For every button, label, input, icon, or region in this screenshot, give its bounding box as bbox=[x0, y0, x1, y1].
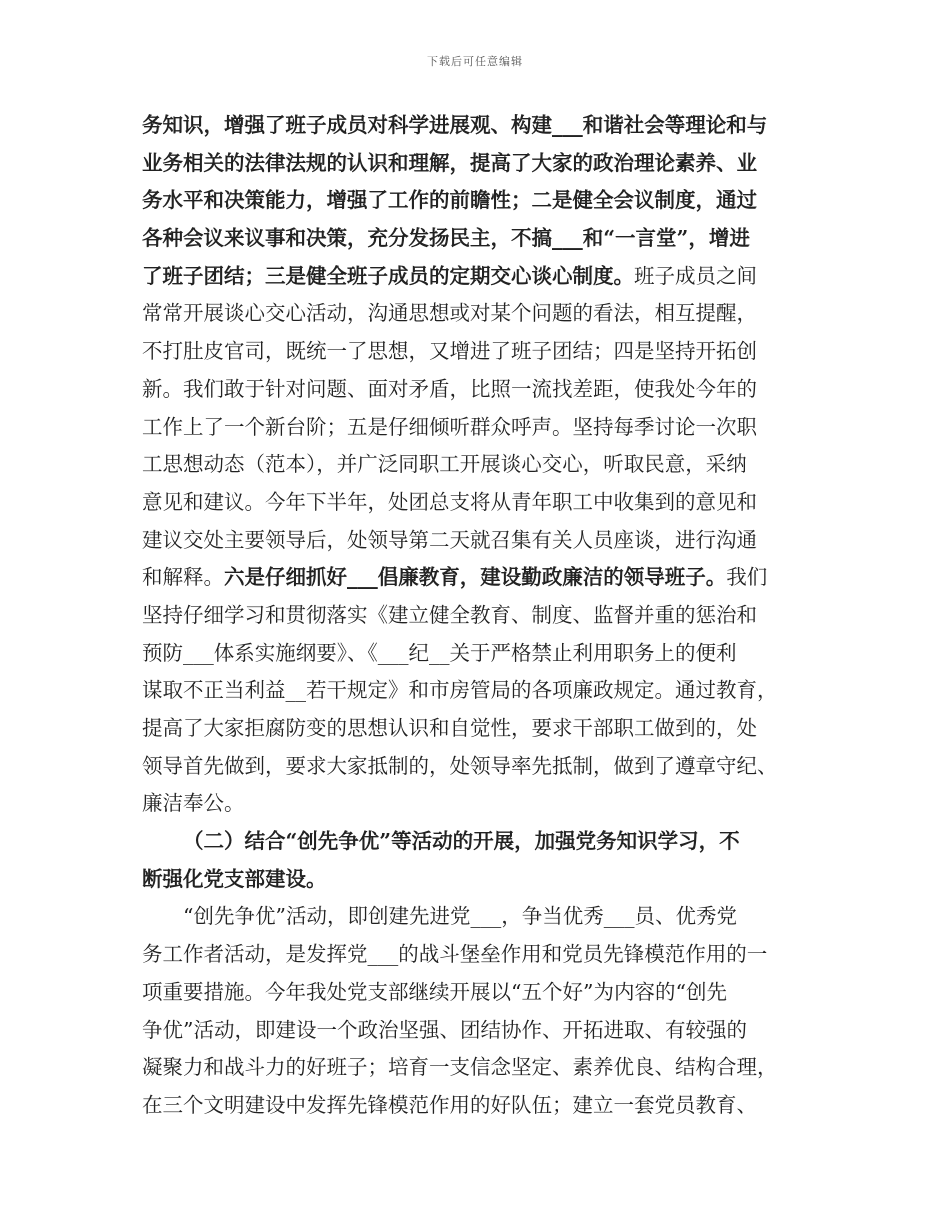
text-line bbox=[142, 333, 826, 371]
text-line bbox=[142, 220, 826, 258]
text-segment: 和解释。 bbox=[142, 565, 224, 590]
text-segment: 建议交处主要领导后，处领导第二天就召集有关人员座谈，进行沟通 bbox=[142, 527, 757, 552]
text-segment: 务工作者活动，是发挥党___的战斗堡垒作用和党员先锋模范作用的一 bbox=[142, 942, 768, 967]
text-line bbox=[142, 182, 826, 220]
bold-text-segment: 务知识，增强了班子成员对科学进展观、构建___和谐社会等理论和与 bbox=[142, 113, 768, 137]
text-segment: 提高了大家拒腐防变的思想认识和自觉性，要求干部职工做到的，处 bbox=[142, 716, 757, 740]
bold-text-segment: 了班子团结；三是健全班子成员的定期交心谈心制度。 bbox=[142, 263, 634, 288]
text-line bbox=[142, 258, 826, 296]
text-line bbox=[142, 861, 826, 899]
text-line bbox=[142, 409, 826, 447]
text-segment: 常常开展谈心交心活动，沟通思想或对某个问题的看法，相互提醒， bbox=[142, 301, 757, 326]
text-line bbox=[142, 597, 826, 635]
text-line bbox=[142, 974, 826, 1012]
text-segment: 预防___体系实施纲要》、《___纪__关于严格禁止利用职务上的便利 bbox=[142, 640, 737, 665]
text-line bbox=[142, 898, 826, 936]
header-note: 下载后可任意编辑 bbox=[427, 55, 523, 68]
text-segment: 廉洁奉公。 bbox=[142, 791, 245, 816]
text-segment: 项重要措施。今年我处党支部继续开展以“五个好”为内容的“创先 bbox=[142, 979, 727, 1004]
text-line bbox=[142, 371, 826, 409]
text-line bbox=[142, 446, 826, 484]
text-line bbox=[142, 635, 826, 673]
text-line bbox=[142, 1012, 826, 1050]
text-segment: 坚持仔细学习和贯彻落实《建立健全教育、制度、监督并重的惩治和 bbox=[142, 602, 757, 627]
bold-text-segment: 业务相关的法律法规的认识和理解，提高了大家的政治理论素养、业 bbox=[142, 150, 757, 175]
text-segment: 意见和建议。今年下半年，处团总支将从青年职工中收集到的意见和 bbox=[142, 489, 757, 514]
text-line bbox=[142, 1087, 826, 1125]
text-line bbox=[142, 823, 826, 861]
text-line bbox=[142, 748, 826, 786]
bold-text-segment: 务水平和决策能力，增强了工作的前瞻性；二是健全会议制度，通过 bbox=[142, 188, 757, 213]
text-line bbox=[142, 145, 826, 183]
text-segment: 班子成员之间 bbox=[634, 263, 757, 288]
text-line bbox=[142, 710, 826, 748]
text-line bbox=[142, 785, 826, 823]
bold-text-segment: 断强化党支部建设。 bbox=[142, 866, 327, 891]
bold-text-segment: 各种会议来议事和决策，充分发扬民主，不搞___和“一言堂”，增进 bbox=[142, 226, 750, 251]
text-segment: “创先争优”活动，即创建先进党___，争当优秀___员、优秀党 bbox=[183, 904, 737, 929]
text-segment: 凝聚力和战斗力的好班子；培育一支信念坚定、素养优良、结构合理， bbox=[142, 1055, 778, 1080]
text-line bbox=[142, 672, 826, 710]
text-line bbox=[142, 107, 826, 145]
text-segment: 新。我们敢于针对问题、面对矛盾，比照一流找差距，使我处今年的 bbox=[142, 376, 757, 401]
text-line bbox=[142, 936, 826, 974]
text-segment: 领导首先做到，要求大家抵制的，处领导率先抵制，做到了遵章守纪、 bbox=[142, 753, 778, 778]
text-segment: 谋取不正当利益__若干规定》和市房管局的各项廉政规定。通过教育， bbox=[142, 678, 778, 703]
text-segment: 不打肚皮官司，既统一了思想，又增进了班子团结；四是坚持开拓创 bbox=[142, 339, 757, 364]
text-segment: 工思想动态（范本），并广泛同职工开展谈心交心，听取民意，采纳 bbox=[142, 452, 747, 477]
text-line bbox=[142, 522, 826, 560]
text-line bbox=[142, 1049, 826, 1087]
text-line bbox=[142, 484, 826, 522]
text-segment: 工作上了一个新台阶；五是仔细倾听群众呼声。坚持每季讨论一次职 bbox=[142, 414, 757, 439]
body-text bbox=[142, 107, 826, 1125]
text-line bbox=[142, 295, 826, 333]
text-line bbox=[142, 559, 826, 597]
text-segment: 我们 bbox=[726, 565, 768, 590]
bold-text-segment: 六是仔细抓好___倡廉教育，建设勤政廉洁的领导班子。 bbox=[224, 565, 727, 590]
bold-text-segment: （二）结合“创先争优”等活动的开展，加强党务知识学习，不 bbox=[183, 829, 740, 854]
text-segment: 争优”活动，即建设一个政治坚强、团结协作、开拓进取、有较强的 bbox=[142, 1017, 747, 1042]
text-segment: 在三个文明建设中发挥先锋模范作用的好队伍；建立一套党员教育、 bbox=[142, 1092, 757, 1117]
